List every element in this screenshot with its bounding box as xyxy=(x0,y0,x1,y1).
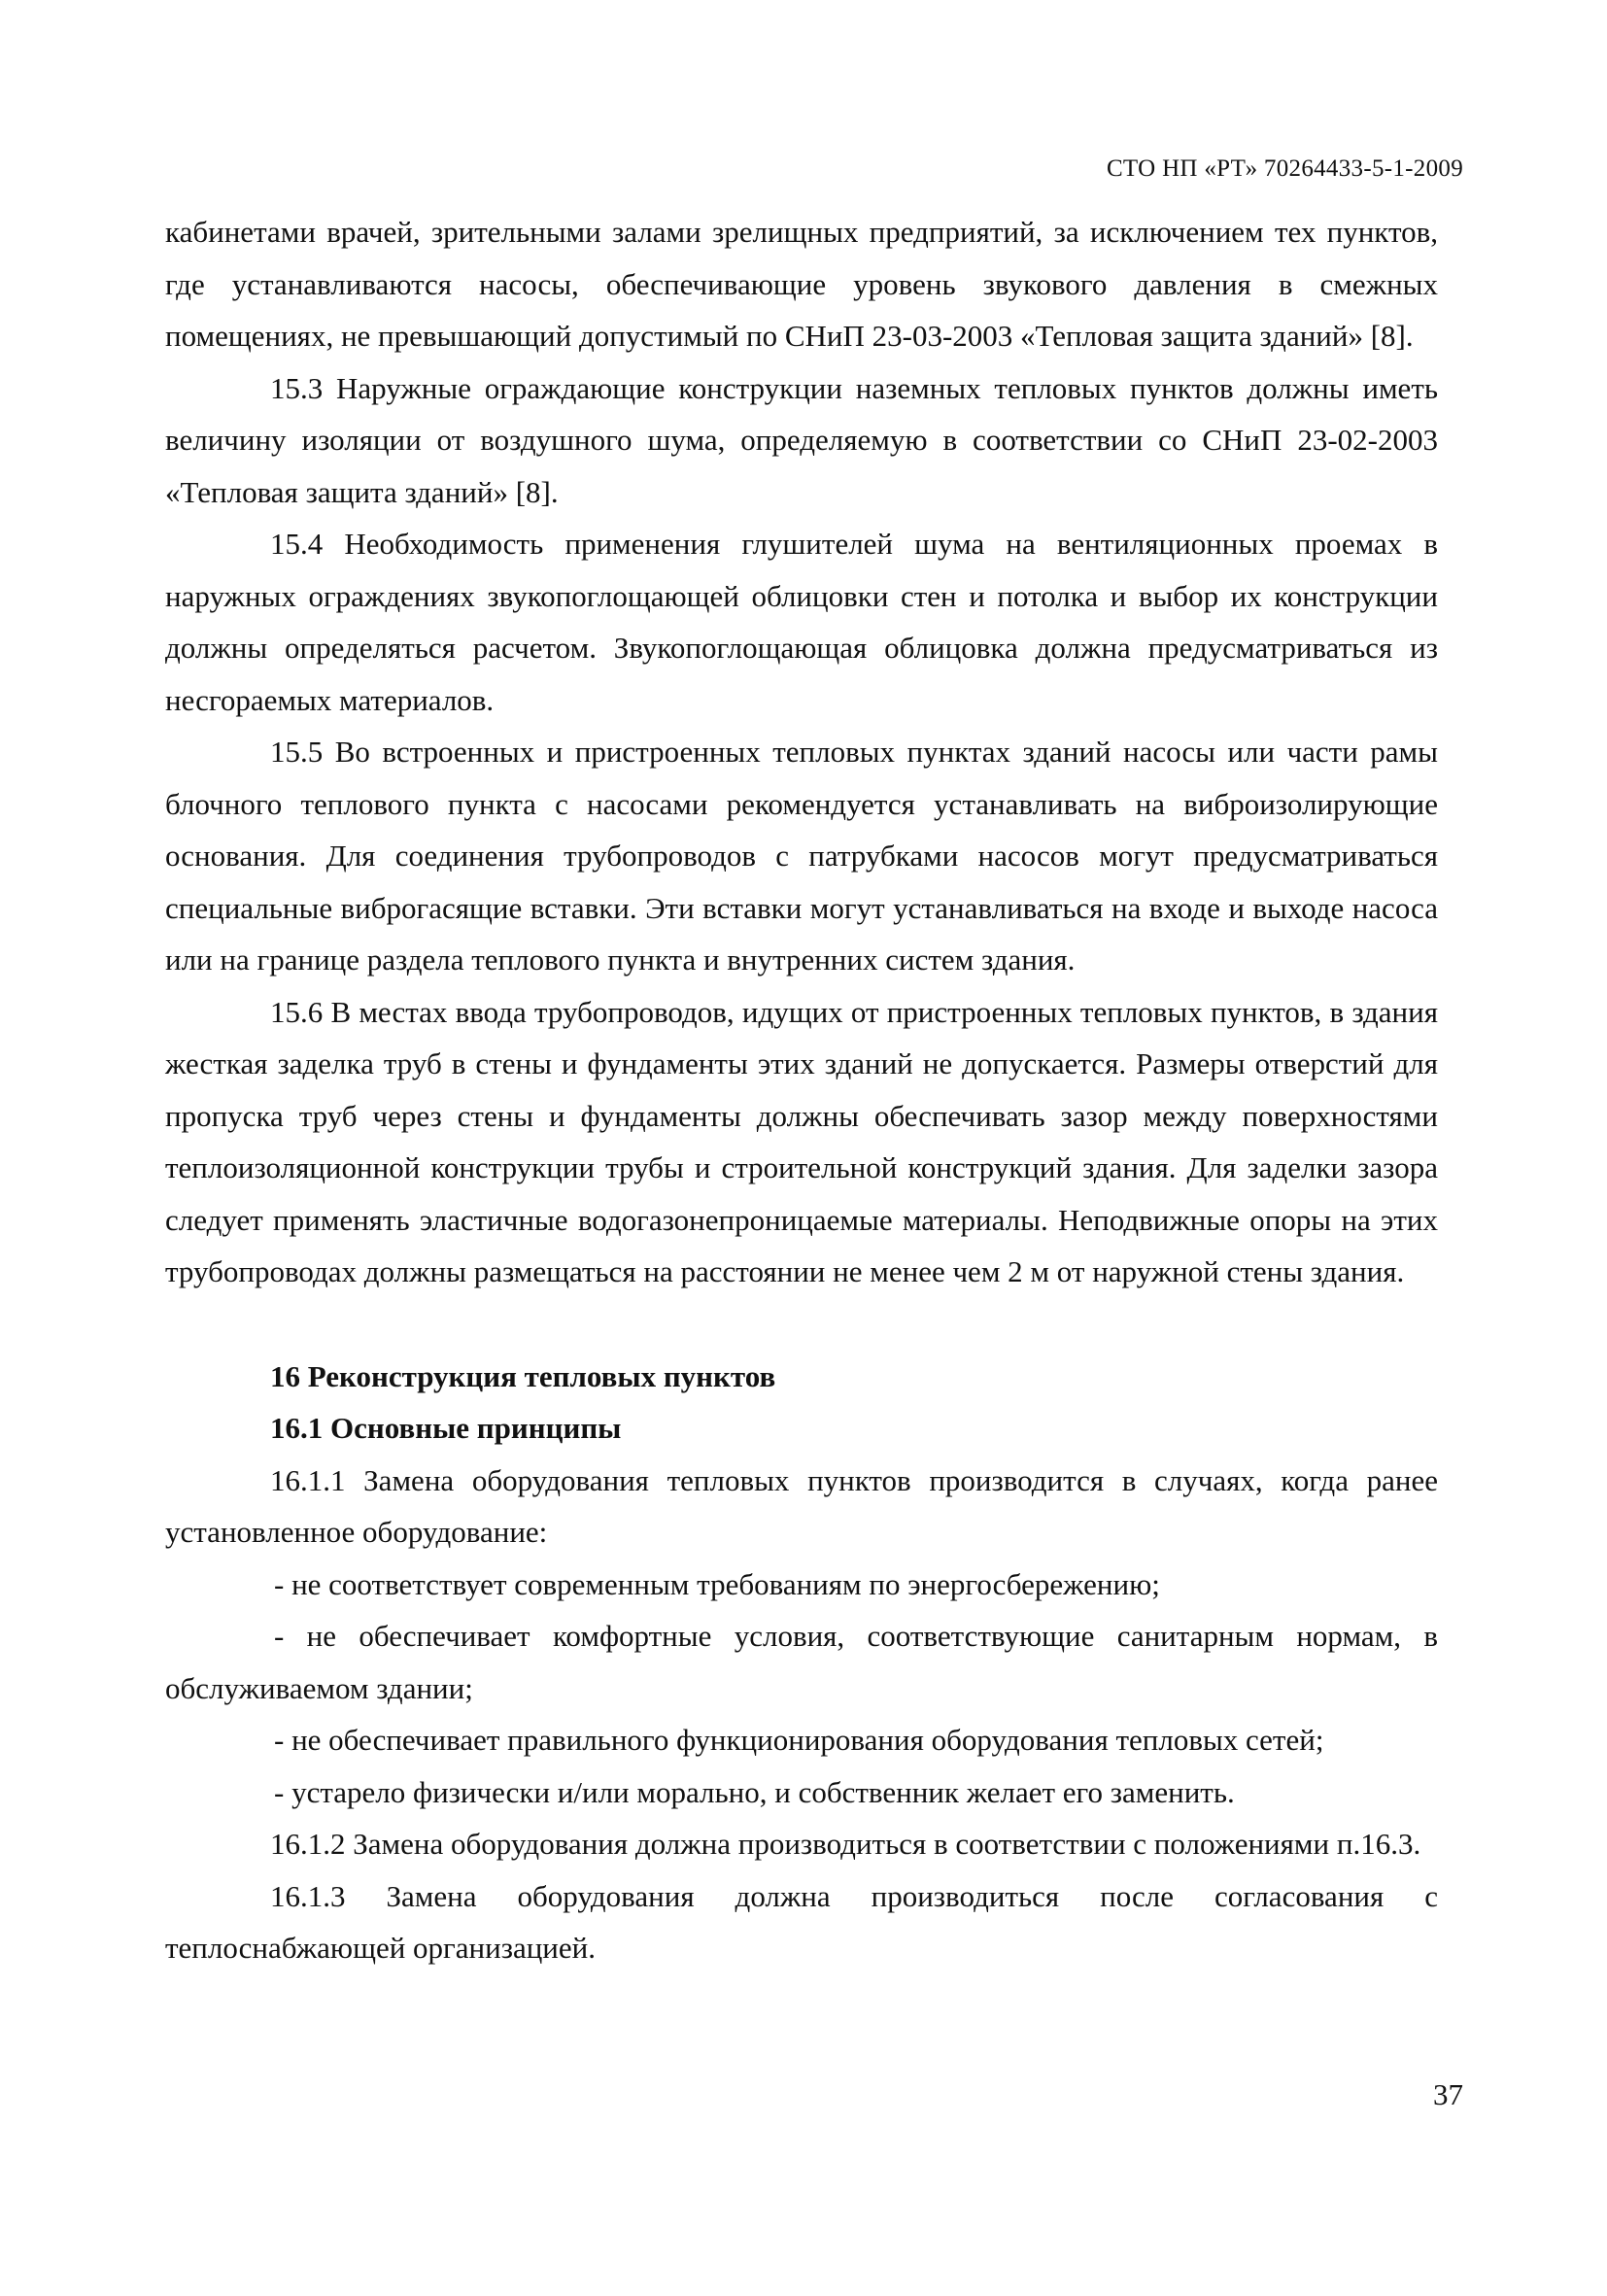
list-item: - не соответствует современным требованиям по энергосбережению; xyxy=(274,1566,1160,1601)
list-item: - не обеспечивает правильного функционирования оборудования тепловых сетей; xyxy=(274,1723,1324,1757)
page-number: 37 xyxy=(1433,2077,1463,2111)
paragraph-continuation: кабинетами врачей, зрительными залами зрелищных предприятий, за исключением тех пунктов, где устанавливаются насосы, обеспечивающие уровень звукового давления в смежных помещениях, не превышающий допустимый по СНиП 23-03-2003 «Тепловая защита зданий» [8]. xyxy=(165,215,1438,353)
paragraph-16-1-1: 16.1.1 Замена оборудования тепловых пунктов производится в случаях, когда ранее установленное оборудование: xyxy=(165,1462,1438,1549)
subsection-heading-16-1: 16.1 Основные принципы xyxy=(270,1411,622,1445)
list-item: - не обеспечивает комфортные условия, соответствующие санитарным нормам, в обслуживаемом здании; xyxy=(165,1619,1438,1705)
paragraph-15-4: 15.4 Необходимость применения глушителей шума на вентиляционных проемах в наружных ограждениях звукопоглощающей облицовки стен и потолка и выбор их конструкции должны определяться расчетом. Звукопоглощающая облицовка должна предусматриваться из несгораемых материалов. xyxy=(165,527,1438,717)
document-code-header: СТО НП «РТ» 70264433-5-1-2009 xyxy=(1106,155,1463,182)
document-body xyxy=(165,206,1438,1974)
list-item: - устарело физически и/или морально, и собственник желает его заменить. xyxy=(274,1774,1235,1809)
section-heading-16: 16 Реконструкция тепловых пунктов xyxy=(270,1358,776,1393)
paragraph-16-1-3: 16.1.3 Замена оборудования должна производиться после согласования с теплоснабжающей организацией. xyxy=(165,1878,1438,1965)
paragraph-15-5: 15.5 Во встроенных и пристроенных тепловых пунктах зданий насосы или части рамы блочного теплового пункта с насосами рекомендуется устанавливать на виброизолирующие основания. Для соединения трубопроводов с патрубками насосов могут предусматриваться специальные виброгасящие вставки. Эти вставки могут устанавливаться на входе и выходе насоса или на границе раздела теплового пункта и внутренних систем здания. xyxy=(165,735,1438,977)
paragraph-16-1-2: 16.1.2 Замена оборудования должна производиться в соответствии с положениями п.16.3. xyxy=(270,1827,1421,1861)
paragraph-15-3: 15.3 Наружные ограждающие конструкции наземных тепловых пунктов должны иметь величину изоляции от воздушного шума, определяемую в соответствии со СНиП 23-02-2003 «Тепловая защита зданий» [8]. xyxy=(165,370,1438,509)
paragraph-15-6: 15.6 В местах ввода трубопроводов, идущих от пристроенных тепловых пунктов, в здания жесткая заделка труб в стены и фундаменты этих зданий не допускается. Размеры отверстий для пропуска труб через стены и фундаменты должны обеспечивать зазор между поверхностями теплоизоляционной конструкции трубы и строительной конструкций здания. Для заделки зазора следует применять эластичные водогазонепроницаемые материалы. Неподвижные опоры на этих трубопроводах должны размещаться на расстоянии не менее чем 2 м от наружной стены здания. xyxy=(165,994,1438,1288)
